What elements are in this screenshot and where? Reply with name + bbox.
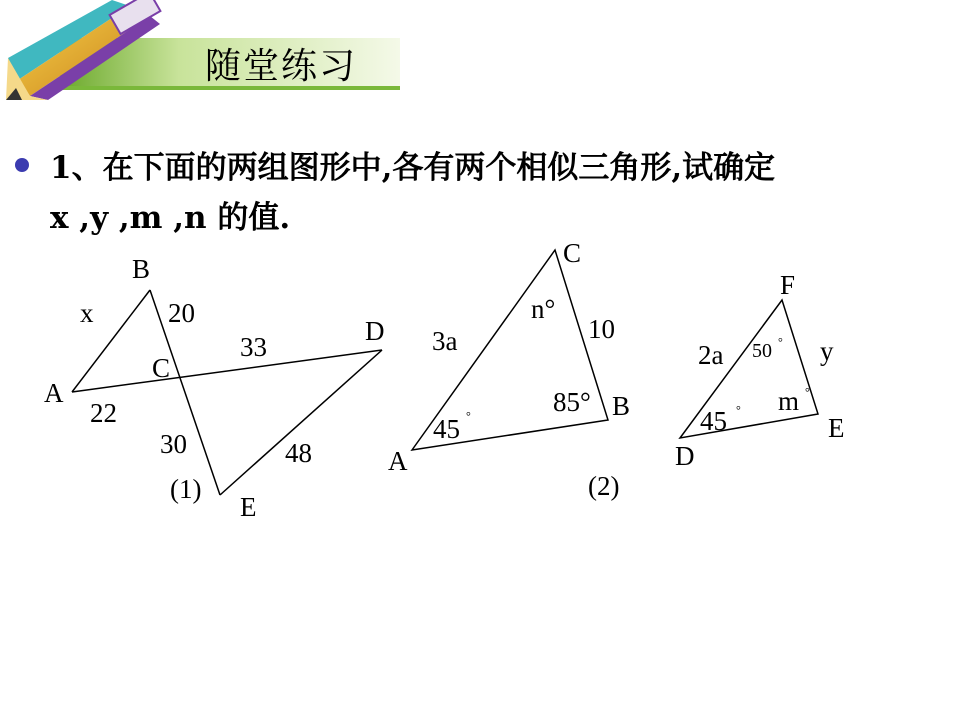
label-vertex-f: F [780,270,796,300]
label-angle-50: 50 [752,340,772,362]
label-side-bc: 20 [168,298,195,328]
figure-2-caption: (2) [588,471,620,501]
question-line-1: 1、在下面的两组图形中,各有两个相似三角形,试确定 [50,150,776,186]
label-angle-n: n° [531,294,556,324]
slide-title: 随堂练习 [205,46,358,87]
label-side-df: 2a [698,340,724,370]
label-side-ac: 22 [90,398,117,428]
degree-mark-50: ° [778,335,783,349]
label-vertex-a2: A [388,446,408,476]
label-angle-45a: 45 [433,414,460,444]
label-side-x: x [80,298,94,328]
figure-1 [72,290,382,495]
question-line-2: x ,y ,m ,n 的值. [50,200,291,236]
label-side-de: 48 [285,438,312,468]
figure-1-caption: (1) [170,474,202,504]
label-side-ac2: 3a [432,326,458,356]
segment-ad [72,350,382,392]
label-side-ce: 30 [160,429,187,459]
label-vertex-c2: C [563,238,582,268]
label-vertex-c1: C [152,353,171,383]
label-vertex-b2: B [612,391,631,421]
degree-mark-45b: ° [736,403,741,417]
label-vertex-b1: B [132,254,151,284]
label-side-cb: 10 [588,314,615,344]
label-vertex-a1: A [44,378,64,408]
label-vertex-e2: E [828,413,845,443]
label-vertex-d1: D [365,316,385,346]
degree-mark-45a: ° [466,409,471,423]
label-angle-45b: 45 [700,406,727,436]
label-vertex-e1: E [240,492,257,522]
label-angle-85: 85° [553,387,591,417]
label-angle-m: m [778,386,800,416]
segment-de [220,350,382,495]
label-side-cd: 33 [240,332,267,362]
degree-mark-m: ° [805,385,810,399]
label-vertex-d2: D [675,441,695,471]
label-side-y: y [820,336,834,366]
